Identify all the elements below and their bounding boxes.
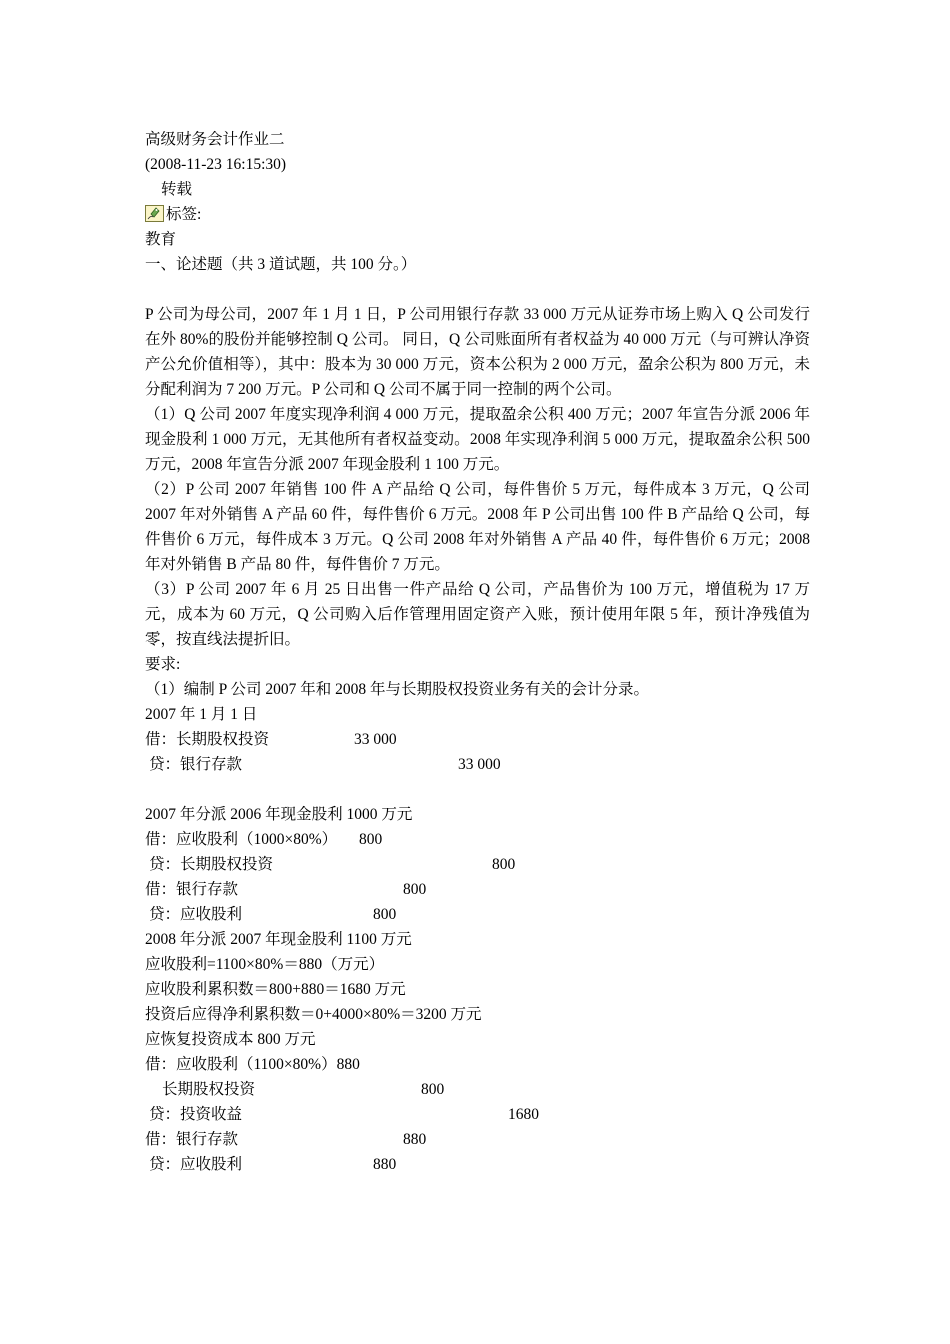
tag-value: 教育 — [145, 231, 177, 248]
problem-item-2: （2）P 公司 2007 年销售 100 件 A 产品给 Q 公司，每件售价 5 万元，每件成本 3 万元，Q 公司 2007 年对外销售 A 产品 60 件，每件售价 6 万元。2008 年 P 公司出售 100 件 B 产品给 Q 公司，每件售价 6 万元，每件成本 3 万元。Q 公司 2008 年对外销售 A 产品 40 件，每件售价 6 万元；2008 年对外销售 B 产品 80 件，每件售价 7 万元。 — [145, 481, 810, 573]
credit-account: 贷：应收股利 — [149, 1156, 243, 1173]
problem-item-1: （1）Q 公司 2007 年度实现净利润 4 000 万元，提取盈余公积 400 万元；2007 年宣告分派 2006 年现金股利 1 000 万元，无其他所有者权益变动。2008 年实现净利润 5 000 万元，提取盈余公积 500 万元，2008 年宣告分派 2007 年现金股利 1 100 万元。 — [145, 406, 810, 473]
debit-account: 长期股权投资 — [162, 1081, 256, 1098]
debit-account: 借：应收股利（1100×80%）880 — [145, 1056, 360, 1073]
journal-entry-line — [145, 852, 810, 877]
journal-entry-line — [145, 1152, 810, 1177]
journal-entry-line — [145, 752, 810, 777]
requirements-label: 要求: — [145, 656, 181, 673]
journal-entry-line — [145, 877, 810, 902]
entry-date: 2007 年 1 月 1 日 — [145, 706, 258, 723]
spacer — [145, 777, 810, 802]
section-heading: 一、论述题（共 3 道试题，共 100 分。） — [145, 256, 417, 273]
calculation-line: 应恢复投资成本 800 万元 — [145, 1031, 316, 1048]
debit-account: 借：银行存款 — [145, 881, 239, 898]
problem-intro: P 公司为母公司，2007 年 1 月 1 日，P 公司用银行存款 33 000 万元从证券市场上购入 Q 公司发行在外 80%的股份并能够控制 Q 公司。 同日，Q 公司账面所有者权益为 40 000 万元（与可辨认净资产公允价值相等），其中：股本为 30 000 万元，资本公积为 2 000 万元，盈余公积为 800 万元，未分配利润为 7 200 万元。P 公司和 Q 公司不属于同一控制的两个公司。 — [145, 306, 810, 398]
credit-account: 贷：投资收益 — [149, 1106, 243, 1123]
calculation-line: 应收股利累积数＝800+880＝1680 万元 — [145, 981, 406, 998]
debit-amount: 880 — [403, 1131, 427, 1148]
dividend-2008-title: 2008 年分派 2007 年现金股利 1100 万元 — [145, 931, 412, 948]
document-body — [145, 127, 810, 1177]
credit-amount: 800 — [492, 856, 516, 873]
post-timestamp: (2008-11-23 16:15:30) — [145, 156, 287, 173]
tag-label: 标签: — [166, 206, 202, 223]
journal-entry-line — [145, 1127, 810, 1152]
debit-amount: 800 — [421, 1081, 445, 1098]
dividend-2007-title: 2007 年分派 2006 年现金股利 1000 万元 — [145, 806, 413, 823]
debit-account: 借：银行存款 — [145, 1131, 239, 1148]
credit-account: 贷：长期股权投资 — [149, 856, 274, 873]
problem-item-3: （3）P 公司 2007 年 6 月 25 日出售一件产品给 Q 公司，产品售价为 100 万元，增值税为 17 万元，成本为 60 万元，Q 公司购入后作管理用固定资产入账，预计使用年限 5 年，预计净残值为零，按直线法提折旧。 — [145, 581, 810, 648]
debit-amount: 800 — [403, 881, 427, 898]
calculation-line: 应收股利=1100×80%＝880（万元） — [145, 956, 385, 973]
journal-entry-line — [145, 1052, 810, 1077]
requirement-1: （1）编制 P 公司 2007 年和 2008 年与长期股权投资业务有关的会计分录。 — [145, 681, 650, 698]
credit-amount: 1680 — [508, 1106, 539, 1123]
credit-account: 贷：银行存款 — [149, 756, 243, 773]
credit-account: 贷：应收股利 — [149, 906, 243, 923]
debit-amount: 33 000 — [354, 731, 397, 748]
calculation-line: 投资后应得净利累积数＝0+4000×80%＝3200 万元 — [145, 1006, 482, 1023]
credit-amount: 880 — [373, 1156, 397, 1173]
repost-label: 转载 — [161, 181, 193, 198]
debit-account: 借：应收股利（1000×80%） — [145, 831, 338, 848]
credit-amount: 33 000 — [458, 756, 501, 773]
journal-entry-line — [145, 1102, 810, 1127]
journal-entry-line — [145, 902, 810, 927]
spacer — [145, 277, 810, 302]
debit-amount: 800 — [359, 831, 383, 848]
journal-entry-line — [145, 727, 810, 752]
journal-entry-line — [145, 1077, 810, 1102]
credit-amount: 800 — [373, 906, 397, 923]
debit-account: 借：长期股权投资 — [145, 731, 270, 748]
journal-entry-line — [145, 827, 810, 852]
document-title: 高级财务会计作业二 — [145, 131, 285, 148]
tag-row — [145, 202, 810, 227]
tag-icon — [145, 205, 164, 222]
